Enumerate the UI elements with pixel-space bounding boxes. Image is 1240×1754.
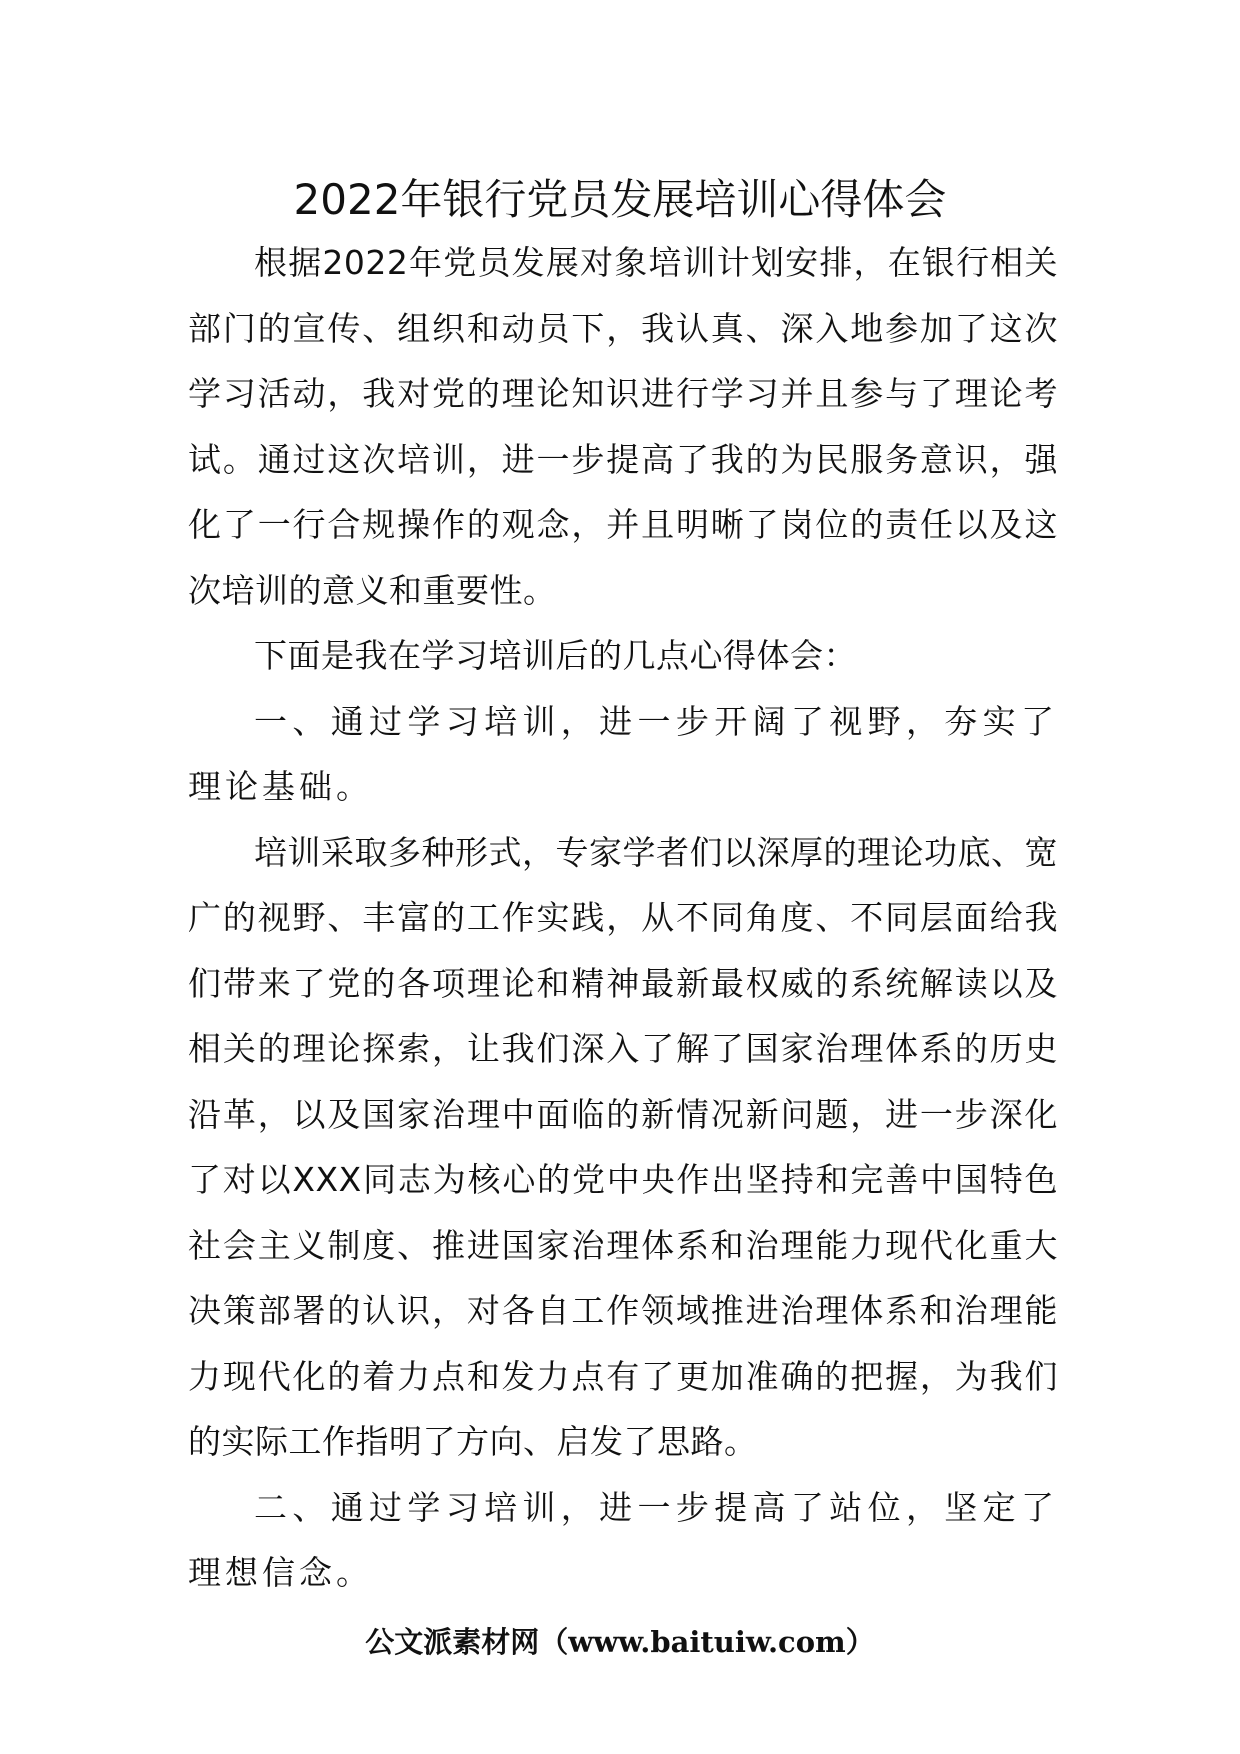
paragraph-intro: 根据2022年党员发展对象培训计划安排，在银行相关部门的宣传、组织和动员下，我认真、深入地参加了这次学习活动，我对党的理论知识进行学习并且参与了理论考试。通过这次培训，进一步提高了我的为民服务意识，强化了一行合规操作的观念，并且明晰了岗位的责任以及这次培训的意义和重要性。 (188, 243, 1058, 610)
section-heading-two: 二、通过学习培训，进一步提高了站位，坚定了理想信念。 (188, 1487, 1058, 1592)
paragraph-section-one: 培训采取多种形式，专家学者们以深厚的理论功底、宽广的视野、丰富的工作实践，从不同角度、不同层面给我们带来了党的各项理论和精神最新最权威的系统解读以及相关的理论探索，让我们深入了解了国家治理体系的历史沿革，以及国家治理中面临的新情况新问题，进一步深化了对以XXX同志为核心的党中央作出坚持和完善中国特色社会主义制度、推进国家治理体系和治理能力现代化重大决策部署的认识，对各自工作领域推进治理体系和治理能力现代化的着力点和发力点有了更加准确的把握，为我们的实际工作指明了方向、启发了思路。 (188, 832, 1058, 1461)
section-heading-one: 一、通过学习培训，进一步开阔了视野，夯实了理论基础。 (188, 701, 1058, 806)
document-title: 2022年银行党员发展培训心得体会 (293, 175, 947, 224)
document-body (188, 230, 1058, 1606)
paragraph-lead: 下面是我在学习培训后的几点心得体会： (254, 636, 857, 675)
footer-watermark: 公文派素材网（www.baituiw.com） (365, 1625, 875, 1659)
